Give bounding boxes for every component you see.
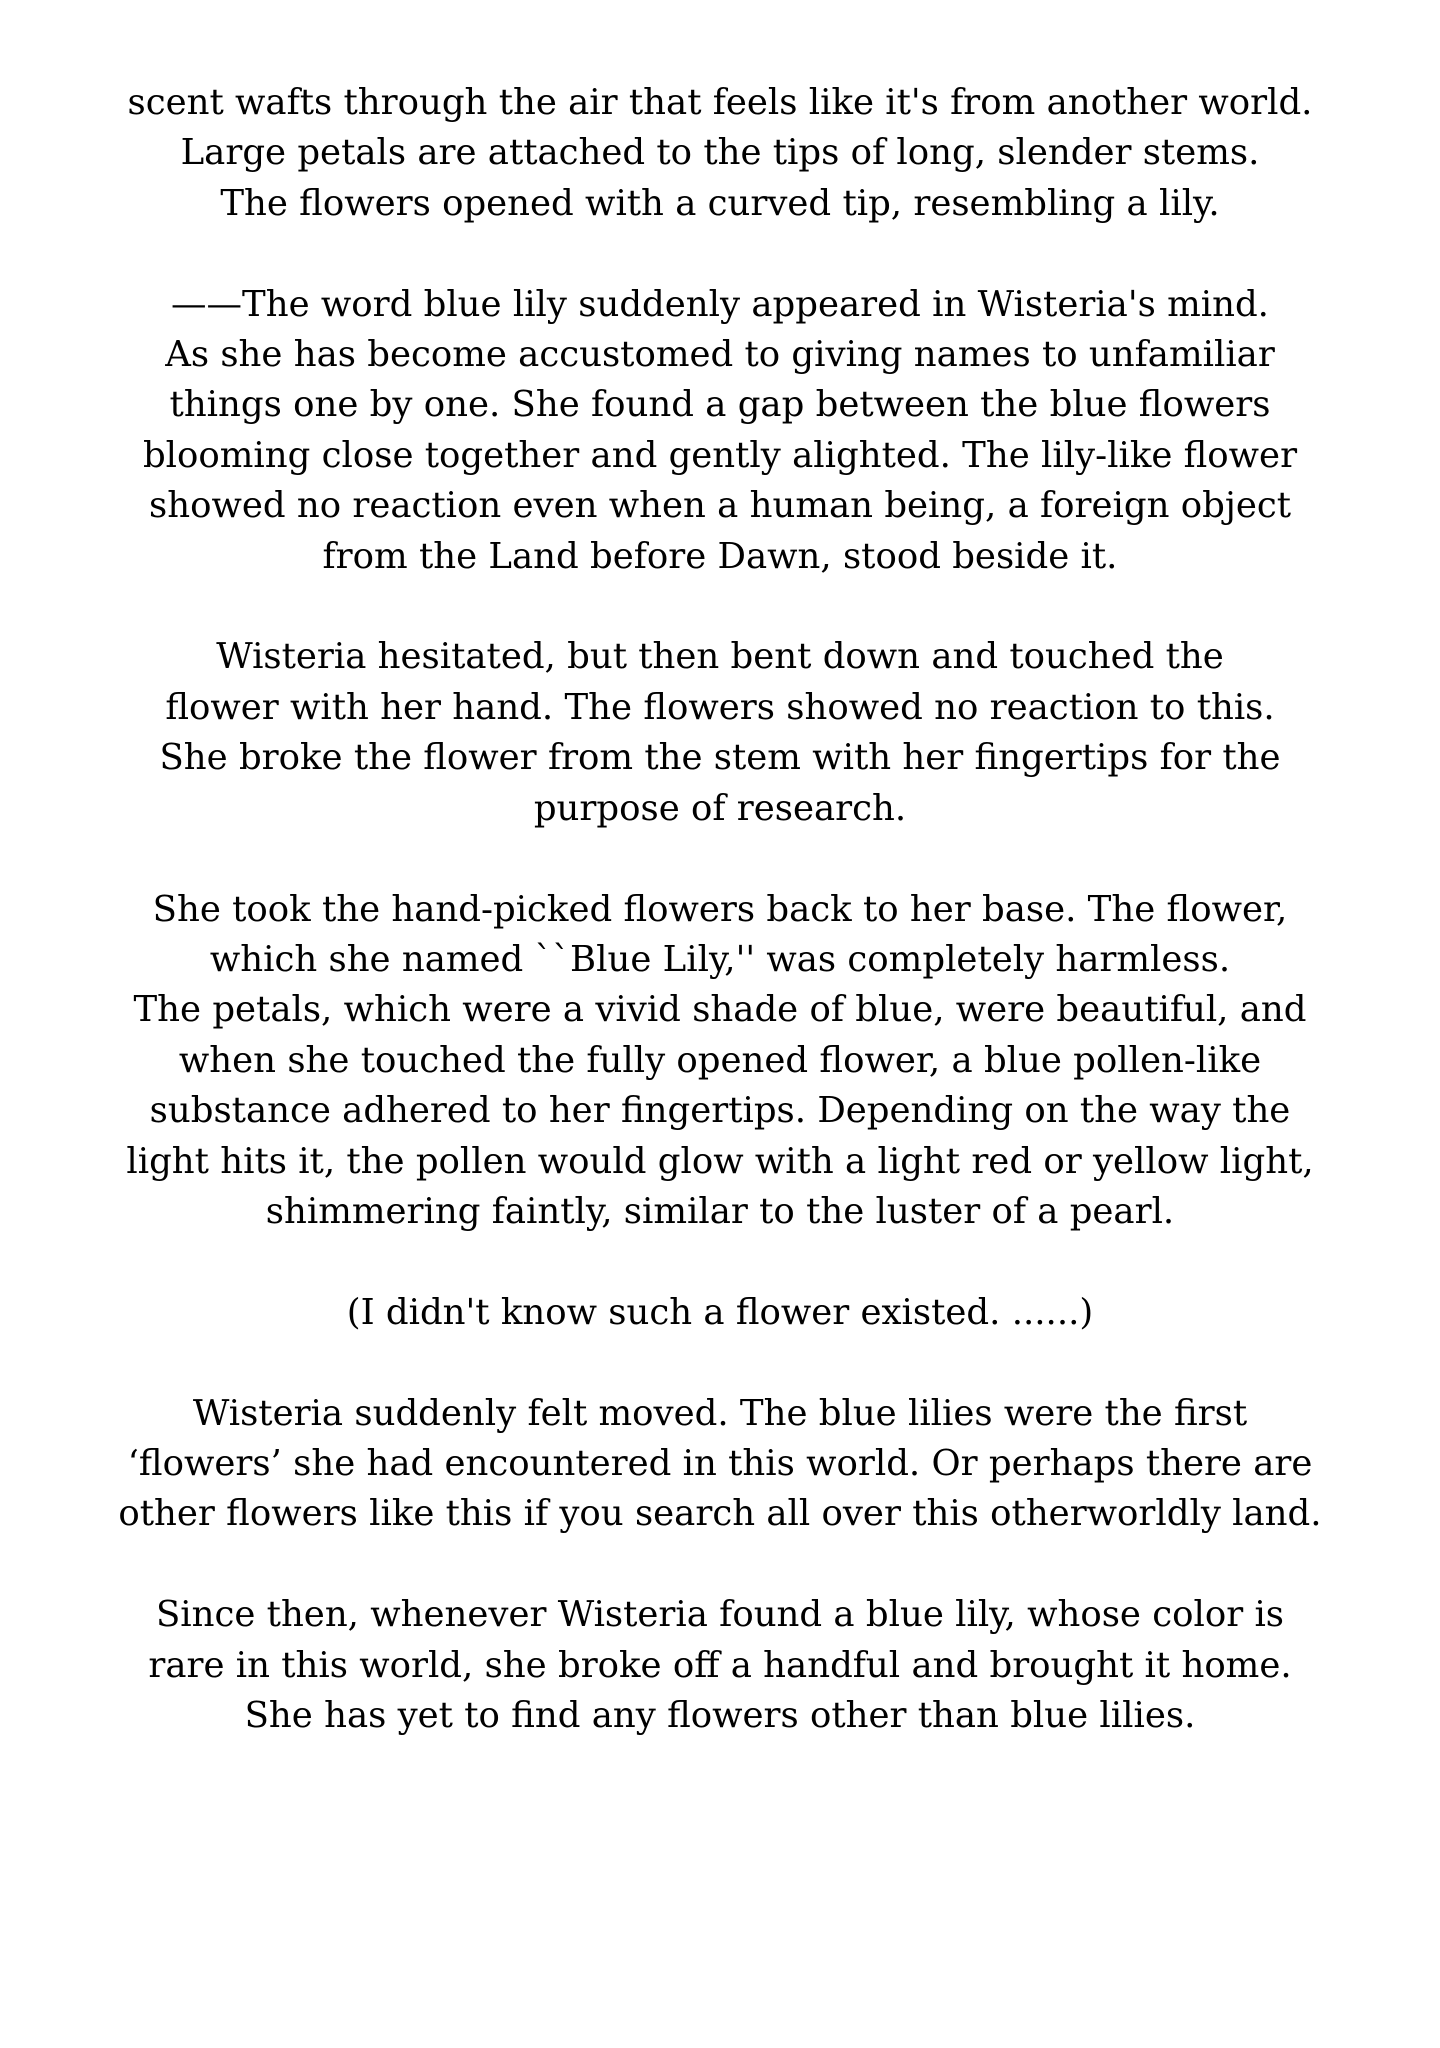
text-line: scent wafts through the air that feels like it's from another world. [127,82,1313,123]
text-line: things one by one. She found a gap between the blue flowers [169,384,1271,426]
text-line: flower with her hand. The flowers showed no reaction to this. [165,686,1275,728]
text-line: Wisteria hesitated, but then bent down and touched the [216,636,1224,678]
paragraph [44,78,1396,229]
text-line: which she named ``Blue Lily,'' was completely harmless. [209,938,1231,980]
text-line: when she touched the fully opened flower, a blue pollen-like [178,1039,1262,1081]
paragraph [44,1590,1396,1741]
text-line: Large petals are attached to the tips of long, slender stems. [180,132,1260,174]
text-line: Wisteria suddenly felt moved. The blue lilies were the first [192,1392,1248,1434]
text-line: from the Land before Dawn, stood beside it. [322,535,1118,577]
text-line: The petals, which were a vivid shade of blue, were beautiful, and [133,989,1307,1031]
text-line: substance adhered to her fingertips. Depending on the way the [149,1090,1291,1132]
text-line: ——The word blue lily suddenly appeared in Wisteria's mind. [171,283,1269,325]
text-line: As she has become accustomed to giving names to unfamiliar [165,334,1275,376]
paragraph [44,1389,1396,1540]
text-line: purpose of research. [533,787,907,829]
text-line: The flowers opened with a curved tip, resembling a lily. [220,182,1220,224]
paragraph [44,280,1396,582]
document-body [44,78,1396,1741]
text-line: She took the hand-picked flowers back to her base. The flower, [152,888,1288,930]
text-line: Since then, whenever Wisteria found a blue lily, whose color is [155,1594,1285,1636]
text-line: other flowers like this if you search all over this otherworldly land. [118,1493,1322,1535]
paragraph [44,1288,1396,1338]
text-line: showed no reaction even when a human being, a foreign object [149,485,1291,527]
text-line: rare in this world, she broke off a handful and brought it home. [148,1644,1292,1686]
text-line: She broke the flower from the stem with her fingertips for the [159,737,1281,779]
text-line: light hits it, the pollen would glow with a light red or yellow light, [126,1140,1314,1182]
paragraph [44,885,1396,1238]
text-line: (I didn't know such a flower existed. ......) [346,1291,1094,1333]
text-line: shimmering faintly, similar to the luster of a pearl. [265,1190,1175,1232]
paragraph [44,632,1396,834]
text-line: ‘flowers’ she had encountered in this world. Or perhaps there are [127,1442,1313,1484]
text-line: She has yet to find any flowers other than blue lilies. [244,1695,1196,1736]
text-line: blooming close together and gently alighted. The lily-like flower [142,434,1298,476]
